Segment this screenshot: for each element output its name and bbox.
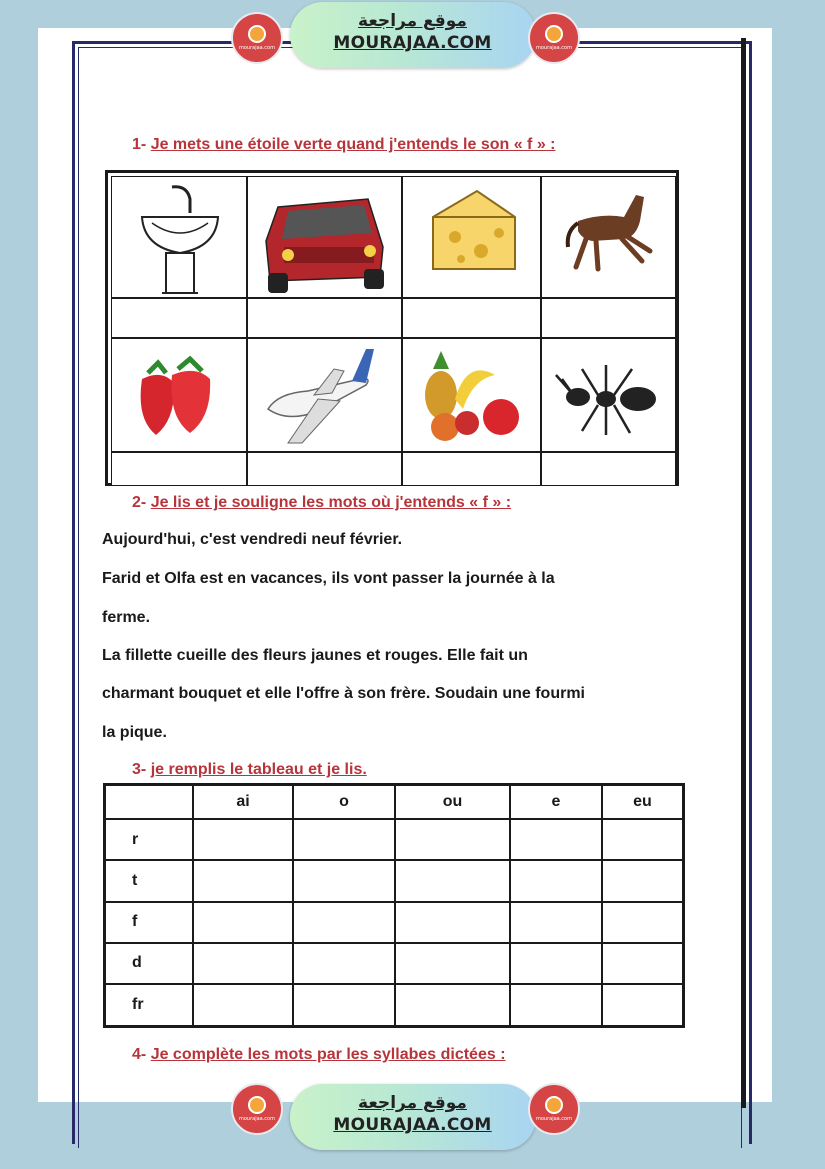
cheese-icon (403, 177, 542, 299)
site-url: MOURAJAA.COM (333, 33, 492, 53)
column-header: ou (395, 785, 510, 820)
column-header: ai (193, 785, 293, 820)
site-logo-left-bottom: mourajaa.com (231, 1083, 283, 1135)
strawberries-icon (112, 339, 248, 453)
site-arabic-name: موقع مراجعة (358, 1093, 467, 1113)
table-row (105, 984, 684, 1026)
exercise-1-heading: 1- Je mets une étoile verte quand j'entends le son « f » : (132, 136, 556, 153)
table-row (105, 860, 684, 901)
answer-cell[interactable] (402, 298, 541, 338)
fruits-icon (403, 339, 542, 453)
table-cell[interactable] (602, 984, 684, 1026)
exercise-3-heading: 3- je remplis le tableau et je lis. (132, 761, 367, 778)
table-cell[interactable] (193, 943, 293, 984)
column-header (105, 785, 194, 820)
reading-line: Aujourd'hui, c'est vendredi neuf février. (102, 531, 403, 548)
table-row (105, 943, 684, 984)
answer-cell[interactable] (247, 298, 402, 338)
table-cell[interactable] (510, 860, 602, 901)
reading-line: La fillette cueille des fleurs jaunes et rouges. Elle fait un (102, 647, 528, 664)
table-cell[interactable] (395, 819, 510, 860)
answer-cell[interactable] (541, 452, 676, 486)
site-arabic-name: موقع مراجعة (358, 11, 467, 31)
reading-line: Farid et Olfa est en vacances, ils vont passer la journée à la (102, 570, 555, 587)
table-cell[interactable] (602, 902, 684, 943)
table-cell[interactable] (395, 943, 510, 984)
site-url: MOURAJAA.COM (333, 1115, 492, 1135)
row-header: t (105, 860, 194, 901)
picture-cell (402, 176, 541, 298)
picture-cell (247, 176, 402, 298)
site-badge-bottom[interactable] (290, 1084, 536, 1150)
horse-icon (542, 177, 677, 299)
table-cell[interactable] (395, 860, 510, 901)
site-logo-right-top: mourajaa.com (528, 12, 580, 64)
table-cell[interactable] (602, 943, 684, 984)
column-header: o (293, 785, 395, 820)
table-cell[interactable] (293, 943, 395, 984)
table-cell[interactable] (395, 902, 510, 943)
table-cell[interactable] (293, 984, 395, 1026)
table-row (105, 902, 684, 943)
picture-cell (541, 176, 676, 298)
table-cell[interactable] (193, 902, 293, 943)
answer-cell[interactable] (541, 298, 676, 338)
site-logo-right-bottom: mourajaa.com (528, 1083, 580, 1135)
table-header-row (105, 785, 684, 820)
row-header: d (105, 943, 194, 984)
reading-line: ferme. (102, 609, 151, 626)
table-cell[interactable] (293, 819, 395, 860)
answer-cell[interactable] (247, 452, 402, 486)
page-edge-rule (741, 38, 746, 1108)
ant-icon (542, 339, 677, 453)
picture-cell (111, 338, 247, 452)
table-cell[interactable] (510, 902, 602, 943)
row-header: fr (105, 984, 194, 1026)
exercise-2-heading: 2- Je lis et je souligne les mots où j'entends « f » : (132, 494, 512, 511)
site-badge-top[interactable] (290, 2, 536, 68)
picture-grid (105, 170, 679, 486)
picture-cell (111, 176, 247, 298)
table-cell[interactable] (602, 819, 684, 860)
table-row (105, 819, 684, 860)
answer-cell[interactable] (111, 298, 247, 338)
table-cell[interactable] (510, 984, 602, 1026)
row-header: r (105, 819, 194, 860)
picture-cell (247, 338, 402, 452)
answer-cell[interactable] (111, 452, 247, 486)
car-icon (248, 177, 403, 299)
exercise-4-heading: 4- Je complète les mots par les syllabes dictées : (132, 1046, 506, 1063)
picture-cell (541, 338, 676, 452)
answer-cell[interactable] (402, 452, 541, 486)
table-cell[interactable] (193, 984, 293, 1026)
site-logo-left-top: mourajaa.com (231, 12, 283, 64)
row-header: f (105, 902, 194, 943)
reading-line: la pique. (102, 724, 167, 741)
picture-cell (402, 338, 541, 452)
reading-line: charmant bouquet et elle l'offre à son frère. Soudain une fourmi (102, 685, 585, 702)
table-cell[interactable] (510, 819, 602, 860)
table-cell[interactable] (193, 860, 293, 901)
table-cell[interactable] (510, 943, 602, 984)
table-cell[interactable] (293, 860, 395, 901)
column-header: eu (602, 785, 684, 820)
sink-icon (112, 177, 248, 299)
airplane-icon (248, 339, 403, 453)
column-header: e (510, 785, 602, 820)
table-cell[interactable] (602, 860, 684, 901)
table-cell[interactable] (193, 819, 293, 860)
syllable-table (103, 783, 685, 1028)
table-cell[interactable] (395, 984, 510, 1026)
table-cell[interactable] (293, 902, 395, 943)
